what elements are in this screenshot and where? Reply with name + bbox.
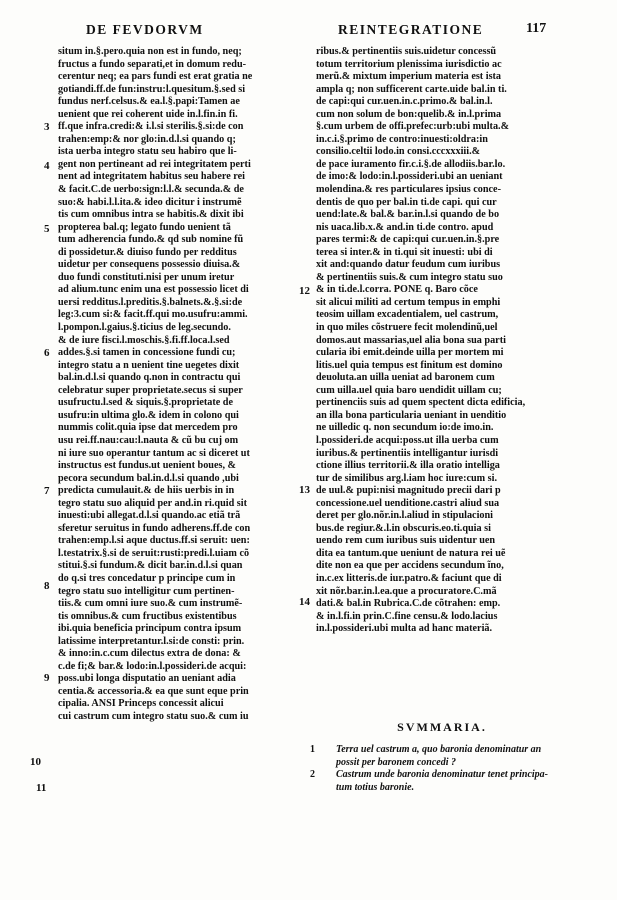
text-line: fructus a fundo separati,et in domum redu- xyxy=(58,58,247,70)
summary-item-text: Terra uel castrum a, quo baronia denominatur an xyxy=(336,744,542,755)
text-line: tiis.& cum omni iure suo.& cum instrumẽ- xyxy=(58,598,243,610)
text-line: addes.§.si tamen in concessione fundi cu; xyxy=(58,347,236,359)
text-line: in.c.ex litteris.de iur.patro.& faciunt que di xyxy=(316,572,502,584)
margin-number-5: 5 xyxy=(44,223,50,235)
margin-number-9: 9 xyxy=(44,672,50,684)
margin-number-6: 6 xyxy=(44,347,50,359)
margin-number-13: 13 xyxy=(299,484,310,496)
text-line: sit alicui militi ad certum tempus in emphi xyxy=(316,296,501,308)
text-line: uersi redditus.l.preditis.§.balnets.&.§.si:de xyxy=(58,296,243,308)
text-line: tegro statu suo aliquid per and.in ri.quid sit xyxy=(58,497,247,509)
text-line: uenient que rei coherent uide in.l.fin.in fi. xyxy=(58,108,238,120)
text-line: usu rei.ff.nau:cau:l.nauta & cũ bu cuj om xyxy=(58,434,239,446)
text-line: terea si inter.& in ti.qui sit inuesti: ubi di xyxy=(316,246,493,258)
text-line: xit nõr.bar.in.l.ea.que a procuratore.C.mã xyxy=(316,585,497,597)
text-line: gotiandi.ff.de fun:instru:l.quesitum.§.sed si xyxy=(58,83,246,95)
text-line: ctione illius territorii.& illa oratio intelliga xyxy=(316,460,500,472)
text-line: cum uilla.uel quia baro uendidit uillam cu; xyxy=(316,384,502,396)
text-line: & facit.C.de uerbo:sign:l.l.& secunda.& de xyxy=(58,184,244,196)
text-line: cui castrum cum integro statu suo.& cum iu xyxy=(58,710,249,722)
text-line: fundus nerf.celsus.& ea.l.§.papi:Tamen ae xyxy=(58,96,240,108)
text-line: molendina.& res particulares ipsius conce- xyxy=(316,184,501,196)
summary-item-number: 1 xyxy=(310,744,315,755)
text-line: nent ad integritatem habitus seu habere rei xyxy=(58,171,245,183)
page-number: 117 xyxy=(526,21,547,36)
text-line: teosim uillam excadentialem, uel castrum, xyxy=(316,309,499,321)
text-line: tis cum omnibus intra se habitis.& dixit ibi xyxy=(58,209,244,221)
text-line: domos.aut massarias,uel alia bona sua parti xyxy=(316,334,506,346)
text-line: nummis colit.quia ipse dat mercedem pro xyxy=(58,422,238,434)
text-line: totum territorium plenissima iurisdictio ac xyxy=(316,58,502,70)
text-line: deret per glo.nõr.in.l.aliud in stipulacioni xyxy=(316,510,493,522)
text-line: centia.& accessoria.& ea que sunt eque prin xyxy=(58,685,249,697)
text-line: trahen:emp.l.si aque ductus.ff.si seruit: uen: xyxy=(58,535,250,547)
text-line: nis uaca.lib.x.& and.in ti.de contro. apud xyxy=(316,221,494,233)
text-line: tis omnibus.& cum fructibus existentibus xyxy=(58,610,237,622)
text-line: l.testatrix.§.si de seruit:rusti:predi.l.uiam cõ xyxy=(58,547,250,559)
text-line: tegro statu suo intelligitur cum pertinen- xyxy=(58,585,235,597)
summary-item xyxy=(326,782,576,795)
text-line: usufructu.l.sed & siquis.§.proprietate de xyxy=(58,397,233,409)
text-line: trahen:emp:& nor glo:in.d.l.si quando q; xyxy=(58,133,236,145)
text-line: dite non ea que per accidens secundum ĩno, xyxy=(316,560,504,572)
text-line: de capi:qui cur.uen.in.c.primo.& bal.in.l. xyxy=(316,96,493,108)
text-line: instructus est fundus.ut uenient boues, & xyxy=(58,460,237,472)
text-line: latissime interpretantur.l.si:de consti: prin. xyxy=(58,635,245,647)
text-line: §.cum urbem de offi.prefec:urb:ubi multa.& xyxy=(316,121,510,133)
text-line: pertinenciis suis ad quem spectent dicta edificia, xyxy=(316,397,526,409)
summary-item-text: possit per baronem concedi ? xyxy=(336,756,456,768)
right-column xyxy=(316,46,568,636)
running-header xyxy=(0,22,617,42)
summary-item-text: Castrum unde baronia denominatur tenet principa- xyxy=(336,769,548,780)
summary-item xyxy=(310,744,576,757)
text-line: inuesti:ubi allegat.d.l.si quando.ac etiã trã xyxy=(58,510,241,522)
text-line: & de iure fisci.l.moschis.§.fi.ff.loca.l.sed xyxy=(58,334,230,346)
text-line: dita ea tantum.que ueniunt de natura rei uẽ xyxy=(316,547,506,559)
text-line: gent non pertineant ad rei integritatem perti xyxy=(58,158,251,170)
text-line: in.c.i.§.primo de contro:inuesti:oldra:in xyxy=(316,133,488,145)
margin-number-7: 7 xyxy=(44,485,50,497)
text-line: situm in.§.pero.quia non est in fundo, neq; xyxy=(58,46,242,57)
text-line: uend:late.& bal.& bar.in.l.si quando de bo xyxy=(316,209,500,221)
text-line: cum non solum de bon:quelib.& in.l.prima xyxy=(316,108,502,120)
text-line: de uul.& pupi:nisi magnitudo precii dari p xyxy=(316,485,501,497)
text-line: c.de fi;& bar.& lodo:in.l.possideri.de acqui: xyxy=(58,660,247,672)
text-line: in.l.possideri.ubi multa ad hanc materiã. xyxy=(316,623,493,635)
summaria-heading: SVMMARIA. xyxy=(397,720,487,734)
text-line: tur de similibus arg.l.iam hoc iure:cum si. xyxy=(316,472,498,484)
text-line: de pace iuramento fir.c.i.§.de allodiis.bar.lo. xyxy=(316,158,506,170)
text-line: l.pompon.l.gaius.§.ticius de leg.secundo. xyxy=(58,322,231,334)
text-line: propterea bal.q; legato fundo uenient tã xyxy=(58,221,231,233)
text-line: stitui.§.si fundum.& dicit bar.in.d.l.si quan xyxy=(58,560,243,572)
text-line: cerentur neq; ea pars fundi est erat gratia ne xyxy=(58,71,253,83)
text-line: pecora secundum bal.in.d.l.si quando ,ubi xyxy=(58,472,239,484)
text-line: usufru:in ultima glo.& idem in colono qui xyxy=(58,409,239,421)
text-line: bus.de regiur.&.l.in obscuris.eo.ti.quia si xyxy=(316,522,491,534)
text-line: consilio.celtii lodo.in consi.cccxxxiii.& xyxy=(316,146,481,158)
text-line: merũ.& mixtum imperium materia est ista xyxy=(316,71,502,83)
text-line: pares termi:& de capi:qui cur.uen.in.§.pre xyxy=(316,234,500,246)
summary-item xyxy=(326,757,576,770)
text-line: litis.uel quia tempus est finitum est domino xyxy=(316,359,503,371)
text-line: & pertinentiis suis.& cum integro statu suo xyxy=(316,271,503,283)
text-line: in quo miles cõstruere fecit molendinũ,uel xyxy=(316,322,498,334)
text-line: leg:3.cum si:& facit.ff.qui mo.usufru:ammi. xyxy=(58,309,248,321)
text-line: duo fundi constituti.nisi per unum iretur xyxy=(58,271,235,283)
text-line: dentis de quo per bal.in ti.de capi. qui cur xyxy=(316,196,497,208)
text-line: ne uilledic q. non secundum io:de imo.in. xyxy=(316,422,494,434)
left-column xyxy=(58,46,303,724)
header-left-title: DE FEVDORVM xyxy=(86,22,204,37)
text-line: ribus.& pertinentiis suis.uidetur concessũ xyxy=(316,46,497,57)
text-line: concessione.uel uenditione.castri aliud sua xyxy=(316,497,500,509)
text-line: integro statu a n uenient tine uegetes dixit xyxy=(58,359,240,371)
text-line: ampla q; non sufficerent carte.uide bal.in ti. xyxy=(316,83,507,95)
text-line: ibi.quia beneficia principum contra ipsum xyxy=(58,623,242,635)
header-middle-title: REINTEGRATIONE xyxy=(338,22,484,37)
text-line: ad alium.tunc enim una est possessio licet di xyxy=(58,284,249,296)
margin-number-4: 4 xyxy=(44,160,50,172)
text-line: cipalia. ANSI Princeps concessit alicui xyxy=(58,698,224,710)
margin-number-10: 10 xyxy=(30,756,41,768)
text-line: deuoluta.an uilla ueniat ad baronem cum xyxy=(316,372,495,384)
summary-item xyxy=(310,769,576,782)
text-line: de imo:& lodo:in.l.possideri.ubi an ueniant xyxy=(316,171,503,183)
text-line: ista uerba integro statu seu habiro que li- xyxy=(58,146,237,158)
text-line: dati.& bal.in Rubrica.C.de cõtrahen: emp. xyxy=(316,598,501,610)
text-line: iuribus.& pertinentiis intelligantur iurisdi xyxy=(316,447,499,459)
text-line: l.possideri.de acqui:poss.ut illa uerba cum xyxy=(316,434,499,446)
text-line: & in.l.fi.in prin.C.fine censu.& lodo.lacius xyxy=(316,610,498,622)
text-line: an illa bona particularia ueniant in uenditio xyxy=(316,409,507,421)
text-line: & inno:in.c.cum dilectus extra de dona: & xyxy=(58,648,241,660)
text-line: xit and:quando datur feudum cum iuribus xyxy=(316,259,501,271)
text-line: sferetur seruitus in fundo adherens.ff.de con xyxy=(58,522,251,534)
margin-number-12: 12 xyxy=(299,285,310,297)
text-line: tum adherencia fundo.& qd sub nomine fũ xyxy=(58,234,244,246)
text-line: uendo rem cum iuribus suis uidentur uen xyxy=(316,535,496,547)
text-line: celebratur super proprietate.secus si super xyxy=(58,384,243,396)
text-line: do q.si tres concedatur p principe cum in xyxy=(58,572,236,584)
text-line: cularia ibi emit.deinde uilla per mortem mi xyxy=(316,347,504,359)
text-line: predicta cumulauit.& de hiis uerbis in in xyxy=(58,485,235,497)
text-line: poss.ubi longa disputatio an ueniant adia xyxy=(58,673,236,685)
text-line: ff.que infra.credi:& i.l.si sterilis.§.si:de con xyxy=(58,121,244,133)
summary-item-text: tum totius baronie. xyxy=(336,781,415,793)
text-line: bal.in.d.l.si quando q.non in contractu qui xyxy=(58,372,241,384)
summary-item-number: 2 xyxy=(310,769,315,780)
margin-number-11: 11 xyxy=(36,782,47,794)
text-line: ni iure suo operantur tantum ac si diceret ut xyxy=(58,447,250,459)
summaria-list xyxy=(310,744,576,794)
text-line: uidetur per consequens possessio diuisa.& xyxy=(58,259,241,271)
margin-number-3: 3 xyxy=(44,121,50,133)
text-line: suo:& habi.l.l.ita.& ideo dicitur i instrumẽ xyxy=(58,196,242,208)
margin-number-14: 14 xyxy=(299,596,310,608)
text-line: di possidetur.& diuiso fundo per redditus xyxy=(58,246,237,258)
margin-number-8: 8 xyxy=(44,580,50,592)
text-line: & in ti.de.l.corra. PONE q. Baro cõce xyxy=(316,284,478,296)
